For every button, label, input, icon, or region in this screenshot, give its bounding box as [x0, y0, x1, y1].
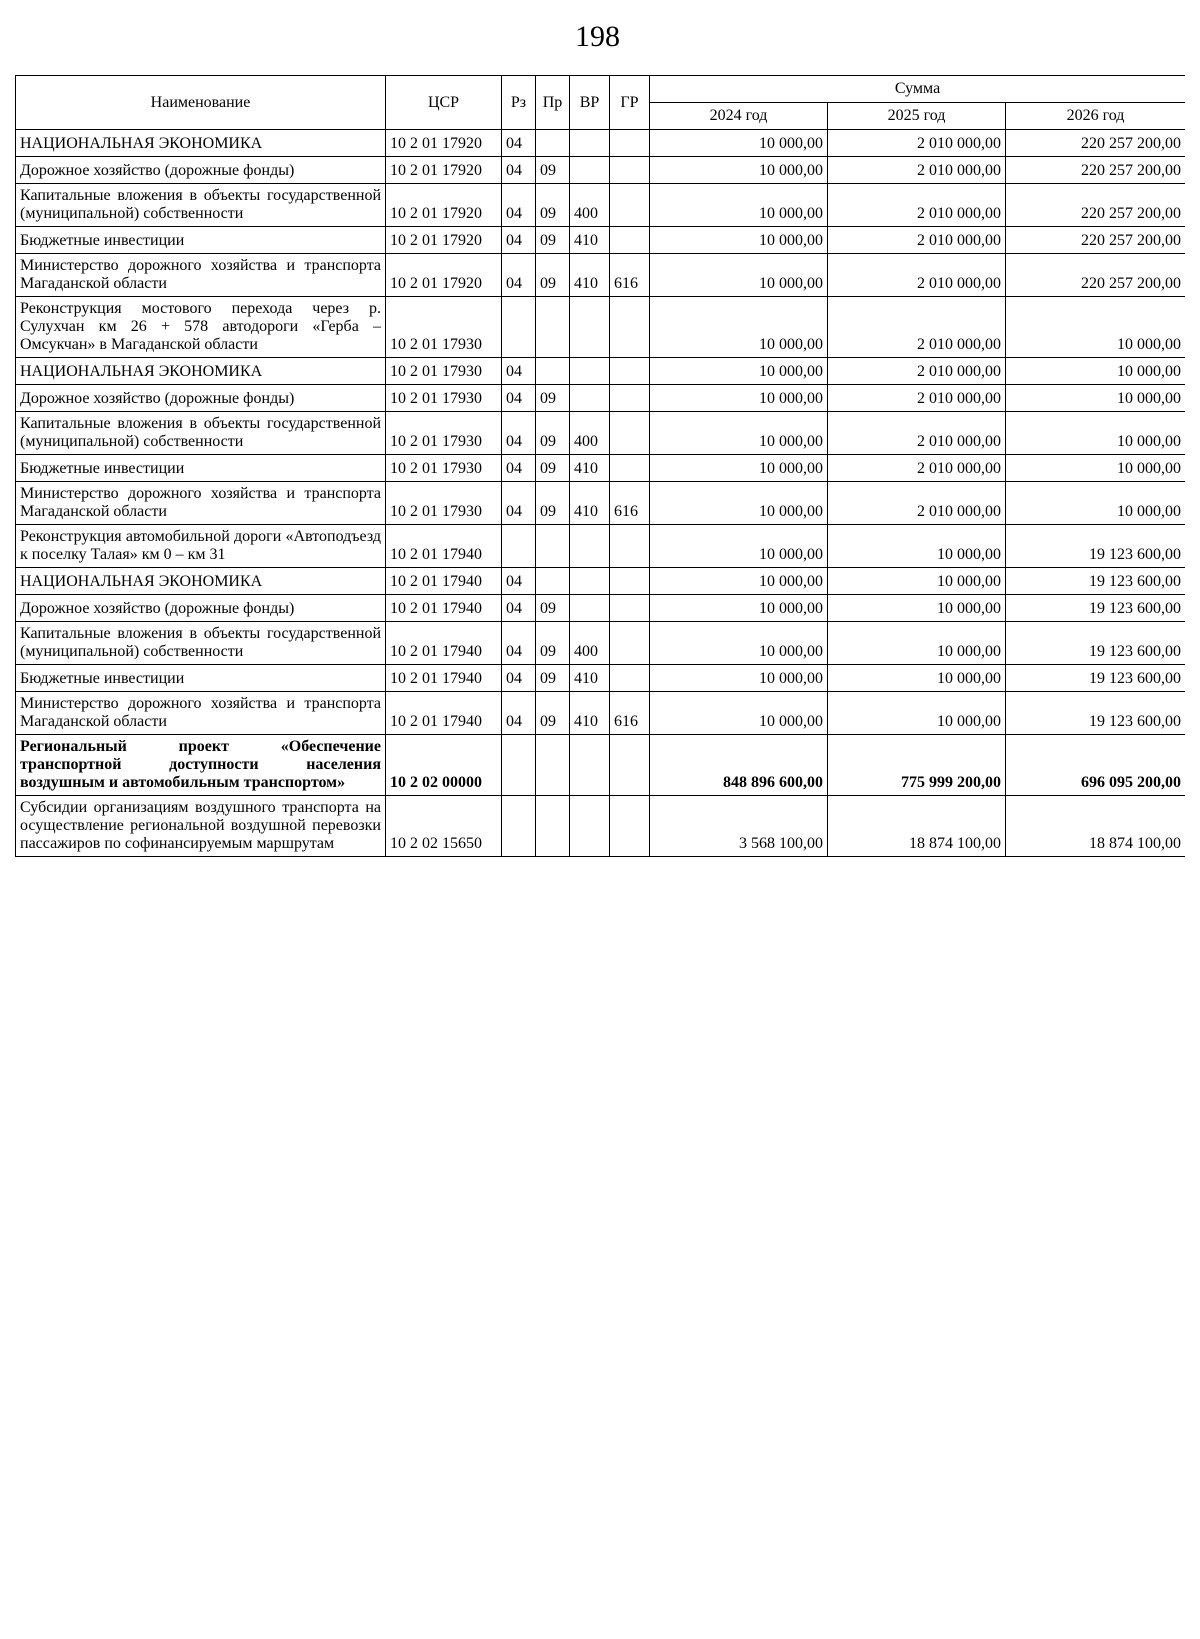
cell-vr: [570, 595, 610, 622]
cell-amount-2026: 19 123 600,00: [1006, 568, 1186, 595]
table-row: [16, 455, 1186, 482]
cell-csr: 10 2 01 17920: [386, 227, 502, 254]
cell-amount-2026: 220 257 200,00: [1006, 254, 1186, 297]
cell-csr: 10 2 01 17940: [386, 568, 502, 595]
cell-name: Министерство дорожного хозяйства и транспорта Магаданской области: [16, 692, 386, 735]
header-rz: Рз: [502, 76, 536, 130]
cell-amount-2024: 10 000,00: [650, 665, 828, 692]
cell-amount-2025: 2 010 000,00: [828, 455, 1006, 482]
cell-pr: 09: [536, 455, 570, 482]
header-csr: ЦСР: [386, 76, 502, 130]
cell-amount-2024: 10 000,00: [650, 297, 828, 358]
cell-rz: 04: [502, 157, 536, 184]
cell-gr: [610, 796, 650, 857]
cell-name: Реконструкция автомобильной дороги «Автоподъезд к поселку Талая» км 0 – км 31: [16, 525, 386, 568]
cell-amount-2024: 10 000,00: [650, 130, 828, 157]
cell-pr: [536, 796, 570, 857]
cell-amount-2024: 10 000,00: [650, 525, 828, 568]
cell-amount-2024: 10 000,00: [650, 254, 828, 297]
cell-pr: [536, 735, 570, 796]
cell-amount-2026: 19 123 600,00: [1006, 622, 1186, 665]
cell-csr: 10 2 01 17920: [386, 184, 502, 227]
cell-csr: 10 2 01 17940: [386, 692, 502, 735]
cell-amount-2025: 775 999 200,00: [828, 735, 1006, 796]
cell-vr: 400: [570, 412, 610, 455]
cell-amount-2026: 220 257 200,00: [1006, 130, 1186, 157]
cell-name: НАЦИОНАЛЬНАЯ ЭКОНОМИКА: [16, 358, 386, 385]
cell-name: Капитальные вложения в объекты государственной (муниципальной) собственности: [16, 622, 386, 665]
cell-name: НАЦИОНАЛЬНАЯ ЭКОНОМИКА: [16, 568, 386, 595]
cell-pr: 09: [536, 157, 570, 184]
header-sum: Сумма: [650, 76, 1186, 103]
table-row: [16, 227, 1186, 254]
cell-vr: 410: [570, 227, 610, 254]
cell-pr: [536, 297, 570, 358]
cell-csr: 10 2 01 17940: [386, 665, 502, 692]
table-row: [16, 595, 1186, 622]
cell-csr: 10 2 01 17940: [386, 525, 502, 568]
cell-rz: 04: [502, 412, 536, 455]
cell-amount-2024: 10 000,00: [650, 595, 828, 622]
cell-gr: [610, 525, 650, 568]
cell-amount-2025: 2 010 000,00: [828, 227, 1006, 254]
cell-amount-2024: 3 568 100,00: [650, 796, 828, 857]
cell-amount-2025: 2 010 000,00: [828, 385, 1006, 412]
cell-csr: 10 2 01 17920: [386, 130, 502, 157]
table-row: [16, 130, 1186, 157]
cell-amount-2024: 10 000,00: [650, 157, 828, 184]
cell-vr: 400: [570, 622, 610, 665]
cell-rz: 04: [502, 254, 536, 297]
cell-csr: 10 2 01 17940: [386, 622, 502, 665]
cell-pr: 09: [536, 622, 570, 665]
budget-table-frame: [15, 75, 1185, 1615]
cell-amount-2026: 18 874 100,00: [1006, 796, 1186, 857]
header-pr: Пр: [536, 76, 570, 130]
header-name: Наименование: [16, 76, 386, 130]
cell-vr: 400: [570, 184, 610, 227]
cell-rz: 04: [502, 184, 536, 227]
cell-rz: 04: [502, 482, 536, 525]
cell-name: Бюджетные инвестиции: [16, 227, 386, 254]
cell-gr: [610, 184, 650, 227]
cell-amount-2026: 220 257 200,00: [1006, 184, 1186, 227]
cell-amount-2025: 10 000,00: [828, 525, 1006, 568]
cell-vr: [570, 358, 610, 385]
cell-pr: 09: [536, 227, 570, 254]
cell-amount-2024: 10 000,00: [650, 568, 828, 595]
cell-amount-2024: 10 000,00: [650, 227, 828, 254]
table-row: [16, 525, 1186, 568]
cell-gr: [610, 227, 650, 254]
cell-amount-2024: 10 000,00: [650, 622, 828, 665]
cell-gr: [610, 157, 650, 184]
cell-amount-2024: 10 000,00: [650, 455, 828, 482]
cell-amount-2025: 2 010 000,00: [828, 130, 1006, 157]
table-row: [16, 297, 1186, 358]
header-year-2025: 2025 год: [828, 103, 1006, 130]
cell-amount-2026: 10 000,00: [1006, 455, 1186, 482]
cell-name: Дорожное хозяйство (дорожные фонды): [16, 157, 386, 184]
cell-gr: [610, 297, 650, 358]
table-row: [16, 482, 1186, 525]
cell-gr: 616: [610, 692, 650, 735]
cell-csr: 10 2 01 17920: [386, 157, 502, 184]
cell-amount-2025: 18 874 100,00: [828, 796, 1006, 857]
cell-amount-2026: 10 000,00: [1006, 482, 1186, 525]
cell-vr: [570, 385, 610, 412]
cell-pr: 09: [536, 385, 570, 412]
cell-pr: 09: [536, 665, 570, 692]
cell-name: Дорожное хозяйство (дорожные фонды): [16, 595, 386, 622]
cell-amount-2025: 10 000,00: [828, 622, 1006, 665]
cell-name: Субсидии организациям воздушного транспорта на осуществление региональной воздушной перевозки пассажиров по софинансируемым маршрутам: [16, 796, 386, 857]
table-row: [16, 157, 1186, 184]
cell-csr: 10 2 01 17930: [386, 455, 502, 482]
cell-gr: [610, 385, 650, 412]
header-year-2026: 2026 год: [1006, 103, 1186, 130]
cell-vr: [570, 735, 610, 796]
table-row: [16, 385, 1186, 412]
cell-pr: 09: [536, 692, 570, 735]
cell-name: Министерство дорожного хозяйства и транспорта Магаданской области: [16, 254, 386, 297]
cell-rz: 04: [502, 227, 536, 254]
cell-rz: [502, 525, 536, 568]
cell-gr: [610, 130, 650, 157]
cell-pr: [536, 525, 570, 568]
header-gr: ГР: [610, 76, 650, 130]
cell-gr: [610, 568, 650, 595]
cell-name: Дорожное хозяйство (дорожные фонды): [16, 385, 386, 412]
cell-amount-2026: 19 123 600,00: [1006, 665, 1186, 692]
cell-pr: 09: [536, 184, 570, 227]
cell-csr: 10 2 01 17930: [386, 412, 502, 455]
cell-rz: 04: [502, 595, 536, 622]
cell-csr: 10 2 01 17940: [386, 595, 502, 622]
cell-name: Бюджетные инвестиции: [16, 455, 386, 482]
table-body: [16, 130, 1186, 857]
cell-amount-2025: 10 000,00: [828, 665, 1006, 692]
cell-pr: 09: [536, 482, 570, 525]
cell-rz: [502, 297, 536, 358]
cell-amount-2024: 848 896 600,00: [650, 735, 828, 796]
cell-name: Капитальные вложения в объекты государственной (муниципальной) собственности: [16, 184, 386, 227]
cell-gr: [610, 665, 650, 692]
cell-amount-2025: 10 000,00: [828, 568, 1006, 595]
table-row: [16, 692, 1186, 735]
cell-rz: 04: [502, 130, 536, 157]
cell-rz: 04: [502, 568, 536, 595]
cell-name: НАЦИОНАЛЬНАЯ ЭКОНОМИКА: [16, 130, 386, 157]
budget-table: [15, 75, 1185, 857]
cell-gr: 616: [610, 254, 650, 297]
cell-gr: 616: [610, 482, 650, 525]
cell-gr: [610, 735, 650, 796]
table-row: [16, 796, 1186, 857]
cell-name: Министерство дорожного хозяйства и транспорта Магаданской области: [16, 482, 386, 525]
cell-rz: 04: [502, 692, 536, 735]
cell-pr: [536, 568, 570, 595]
cell-amount-2024: 10 000,00: [650, 412, 828, 455]
cell-amount-2024: 10 000,00: [650, 385, 828, 412]
cell-pr: [536, 130, 570, 157]
cell-amount-2025: 2 010 000,00: [828, 412, 1006, 455]
cell-vr: 410: [570, 692, 610, 735]
cell-amount-2025: 10 000,00: [828, 692, 1006, 735]
cell-amount-2024: 10 000,00: [650, 184, 828, 227]
cell-gr: [610, 358, 650, 385]
cell-rz: 04: [502, 385, 536, 412]
cell-vr: [570, 157, 610, 184]
cell-amount-2026: 10 000,00: [1006, 358, 1186, 385]
table-row: [16, 622, 1186, 665]
cell-csr: 10 2 01 17930: [386, 385, 502, 412]
table-row: [16, 358, 1186, 385]
cell-pr: 09: [536, 254, 570, 297]
table-row: [16, 735, 1186, 796]
cell-gr: [610, 412, 650, 455]
table-row: [16, 568, 1186, 595]
cell-amount-2025: 10 000,00: [828, 595, 1006, 622]
table-row: [16, 412, 1186, 455]
cell-amount-2025: 2 010 000,00: [828, 482, 1006, 525]
cell-csr: 10 2 01 17930: [386, 358, 502, 385]
cell-csr: 10 2 01 17930: [386, 482, 502, 525]
cell-name: Капитальные вложения в объекты государственной (муниципальной) собственности: [16, 412, 386, 455]
page-number: 198: [575, 20, 620, 53]
cell-amount-2025: 2 010 000,00: [828, 254, 1006, 297]
cell-pr: 09: [536, 595, 570, 622]
cell-amount-2026: 10 000,00: [1006, 385, 1186, 412]
cell-vr: [570, 130, 610, 157]
cell-vr: 410: [570, 665, 610, 692]
cell-csr: 10 2 01 17920: [386, 254, 502, 297]
cell-amount-2025: 2 010 000,00: [828, 358, 1006, 385]
table-row: [16, 184, 1186, 227]
cell-amount-2026: 19 123 600,00: [1006, 525, 1186, 568]
cell-rz: [502, 796, 536, 857]
cell-rz: 04: [502, 358, 536, 385]
cell-rz: 04: [502, 665, 536, 692]
cell-amount-2024: 10 000,00: [650, 358, 828, 385]
cell-csr: 10 2 02 00000: [386, 735, 502, 796]
cell-amount-2025: 2 010 000,00: [828, 157, 1006, 184]
cell-amount-2024: 10 000,00: [650, 692, 828, 735]
cell-vr: [570, 525, 610, 568]
cell-vr: 410: [570, 254, 610, 297]
cell-amount-2026: 220 257 200,00: [1006, 157, 1186, 184]
cell-rz: [502, 735, 536, 796]
cell-vr: [570, 568, 610, 595]
cell-rz: 04: [502, 455, 536, 482]
cell-pr: [536, 358, 570, 385]
cell-amount-2026: 19 123 600,00: [1006, 692, 1186, 735]
cell-vr: 410: [570, 455, 610, 482]
cell-gr: [610, 622, 650, 665]
header-year-2024: 2024 год: [650, 103, 828, 130]
table-row: [16, 665, 1186, 692]
cell-amount-2026: 19 123 600,00: [1006, 595, 1186, 622]
cell-vr: 410: [570, 482, 610, 525]
cell-csr: 10 2 01 17930: [386, 297, 502, 358]
cell-amount-2025: 2 010 000,00: [828, 297, 1006, 358]
cell-amount-2026: 696 095 200,00: [1006, 735, 1186, 796]
cell-vr: [570, 297, 610, 358]
cell-name: Бюджетные инвестиции: [16, 665, 386, 692]
cell-amount-2026: 220 257 200,00: [1006, 227, 1186, 254]
cell-csr: 10 2 02 15650: [386, 796, 502, 857]
cell-vr: [570, 796, 610, 857]
cell-amount-2025: 2 010 000,00: [828, 184, 1006, 227]
cell-gr: [610, 595, 650, 622]
cell-rz: 04: [502, 622, 536, 665]
cell-amount-2024: 10 000,00: [650, 482, 828, 525]
cell-name: Реконструкция мостового перехода через р. Сулухчан км 26 + 578 автодороги «Герба – Омсукчан» в Магаданской области: [16, 297, 386, 358]
cell-amount-2026: 10 000,00: [1006, 412, 1186, 455]
cell-pr: 09: [536, 412, 570, 455]
table-row: [16, 254, 1186, 297]
header-vr: ВР: [570, 76, 610, 130]
cell-amount-2026: 10 000,00: [1006, 297, 1186, 358]
cell-gr: [610, 455, 650, 482]
cell-name: Региональный проект «Обеспечение транспортной доступности населения воздушным и автомобильным транспортом»: [16, 735, 386, 796]
